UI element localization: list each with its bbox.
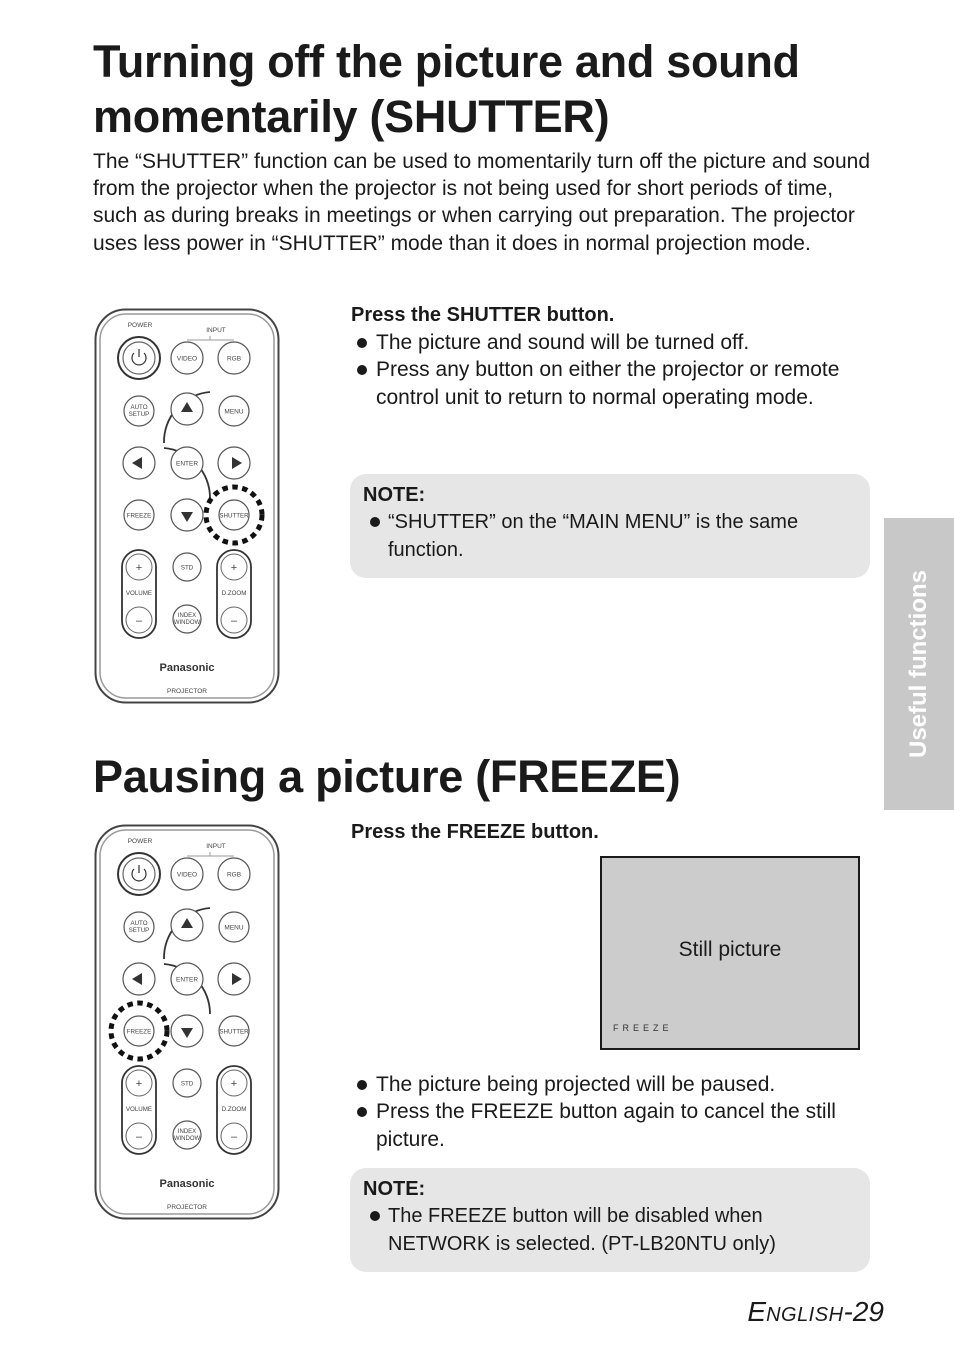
svg-text:+: + — [135, 562, 143, 574]
list-item: The picture and sound will be turned off. — [351, 329, 871, 356]
svg-text:FREEZE: FREEZE — [126, 1028, 152, 1036]
dzoom-rocker[interactable] — [217, 1066, 251, 1154]
shutter-button[interactable] — [219, 1016, 249, 1046]
svg-text:STD: STD — [180, 1080, 194, 1088]
svg-text:SHUTTER: SHUTTER — [219, 1028, 249, 1036]
svg-text:D.ZOOM: D.ZOOM — [221, 1106, 247, 1113]
down-button[interactable] — [171, 499, 203, 531]
remote-control-shutter — [94, 308, 280, 704]
freeze-button[interactable] — [124, 500, 154, 530]
section-side-tab — [884, 518, 954, 810]
still-picture-screen — [600, 856, 860, 1050]
shutter-button[interactable] — [219, 500, 249, 530]
right-button[interactable] — [218, 447, 250, 479]
svg-text:INDEX: INDEX — [177, 1129, 197, 1135]
power-label: POWER — [127, 838, 153, 845]
svg-text:VIDEO: VIDEO — [176, 871, 198, 879]
svg-text:RGB: RGB — [226, 355, 242, 363]
svg-text:SHUTTER: SHUTTER — [219, 512, 249, 520]
down-button[interactable] — [171, 1015, 203, 1047]
volume-rocker[interactable] — [122, 1066, 156, 1154]
svg-text:ENTER: ENTER — [175, 976, 199, 984]
shutter-intro: The “SHUTTER” function can be used to momentarily turn off the picture and sound from the projector when the projector is not being used for short periods of time, such as during breaks in meetings or when carrying out preparation. The projector uses less power in “SHUTTER” mode than it does in normal projection mode. — [93, 150, 870, 255]
svg-text:AUTO: AUTO — [130, 920, 148, 927]
svg-text:ENTER: ENTER — [175, 460, 199, 468]
dzoom-rocker[interactable] — [217, 550, 251, 638]
freeze-instruction: Press the FREEZE button. — [351, 821, 599, 843]
std-button[interactable] — [173, 553, 201, 581]
index-window-button[interactable] — [173, 605, 201, 633]
svg-text:FREEZE: FREEZE — [126, 512, 152, 520]
svg-text:+: + — [230, 1078, 238, 1090]
svg-text:–: – — [230, 1131, 238, 1143]
projector-label: PROJECTOR — [167, 1204, 207, 1211]
freeze-title: Pausing a picture (FREEZE) — [93, 751, 681, 802]
index-window-button[interactable] — [173, 1121, 201, 1149]
svg-text:+: + — [230, 562, 238, 574]
rgb-button[interactable] — [218, 858, 250, 890]
std-button[interactable] — [173, 1069, 201, 1097]
svg-text:MENU: MENU — [224, 408, 244, 416]
video-button[interactable] — [171, 858, 203, 890]
freeze-note — [350, 1168, 870, 1272]
power-label: POWER — [127, 322, 153, 329]
enter-button[interactable] — [171, 447, 203, 479]
freeze-bullets — [351, 1071, 871, 1153]
svg-text:STD: STD — [180, 564, 194, 572]
svg-text:RGB: RGB — [226, 871, 242, 879]
list-item: The FREEZE button will be disabled when NETWORK is selected. (PT-LB20NTU only) — [363, 1202, 856, 1258]
enter-button[interactable] — [171, 963, 203, 995]
svg-text:D.ZOOM: D.ZOOM — [221, 590, 247, 597]
freeze-button[interactable] — [124, 1016, 154, 1046]
still-picture-label: Still picture — [678, 938, 782, 961]
brand-logo: Panasonic — [159, 662, 215, 674]
left-button[interactable] — [123, 447, 155, 479]
auto-setup-button[interactable] — [124, 396, 154, 426]
list-item: Press any button on either the projector or remote control unit to return to normal operating mode. — [351, 356, 871, 411]
shutter-note — [350, 474, 870, 578]
list-item: The picture being projected will be paused. — [351, 1071, 871, 1098]
svg-text:SETUP: SETUP — [128, 411, 150, 418]
freeze-osd-text: FREEZE — [613, 1023, 673, 1033]
svg-text:WINDOW: WINDOW — [173, 620, 201, 626]
video-button[interactable] — [171, 342, 203, 374]
side-tab-label: Useful functions — [905, 569, 932, 759]
svg-text:+: + — [135, 1078, 143, 1090]
input-label: INPUT — [206, 843, 226, 850]
svg-text:VOLUME: VOLUME — [125, 590, 153, 597]
remote-control-freeze — [94, 824, 280, 1220]
svg-text:–: – — [135, 1131, 143, 1143]
remote-control-illustration — [94, 308, 280, 704]
note-title: NOTE: — [363, 1178, 426, 1200]
power-button[interactable] — [118, 853, 160, 895]
svg-text:MENU: MENU — [224, 924, 244, 932]
svg-text:WINDOW: WINDOW — [173, 1136, 201, 1142]
right-button[interactable] — [218, 963, 250, 995]
svg-text:AUTO: AUTO — [130, 404, 148, 411]
page-number: ENGLISH-29 — [747, 1296, 884, 1327]
menu-button[interactable] — [219, 396, 249, 426]
power-button[interactable] — [118, 337, 160, 379]
svg-text:VOLUME: VOLUME — [125, 1106, 153, 1113]
brand-logo: Panasonic — [159, 1178, 215, 1190]
svg-text:VIDEO: VIDEO — [176, 355, 198, 363]
remote-control-illustration — [94, 824, 280, 1220]
list-item: “SHUTTER” on the “MAIN MENU” is the same function. — [363, 508, 856, 564]
shutter-bullets — [351, 329, 871, 411]
volume-rocker[interactable] — [122, 550, 156, 638]
input-label: INPUT — [206, 327, 226, 334]
projector-label: PROJECTOR — [167, 688, 207, 695]
left-button[interactable] — [123, 963, 155, 995]
rgb-button[interactable] — [218, 342, 250, 374]
up-button[interactable] — [171, 393, 203, 425]
svg-text:SETUP: SETUP — [128, 927, 150, 934]
shutter-instruction: Press the SHUTTER button. — [351, 304, 615, 326]
shutter-title: Turning off the picture and sound momentarily (SHUTTER) — [93, 36, 800, 142]
menu-button[interactable] — [219, 912, 249, 942]
svg-text:–: – — [135, 615, 143, 627]
up-button[interactable] — [171, 909, 203, 941]
svg-text:INDEX: INDEX — [177, 613, 197, 619]
list-item: Press the FREEZE button again to cancel the still picture. — [351, 1098, 871, 1153]
svg-text:–: – — [230, 615, 238, 627]
auto-setup-button[interactable] — [124, 912, 154, 942]
note-title: NOTE: — [363, 484, 426, 506]
